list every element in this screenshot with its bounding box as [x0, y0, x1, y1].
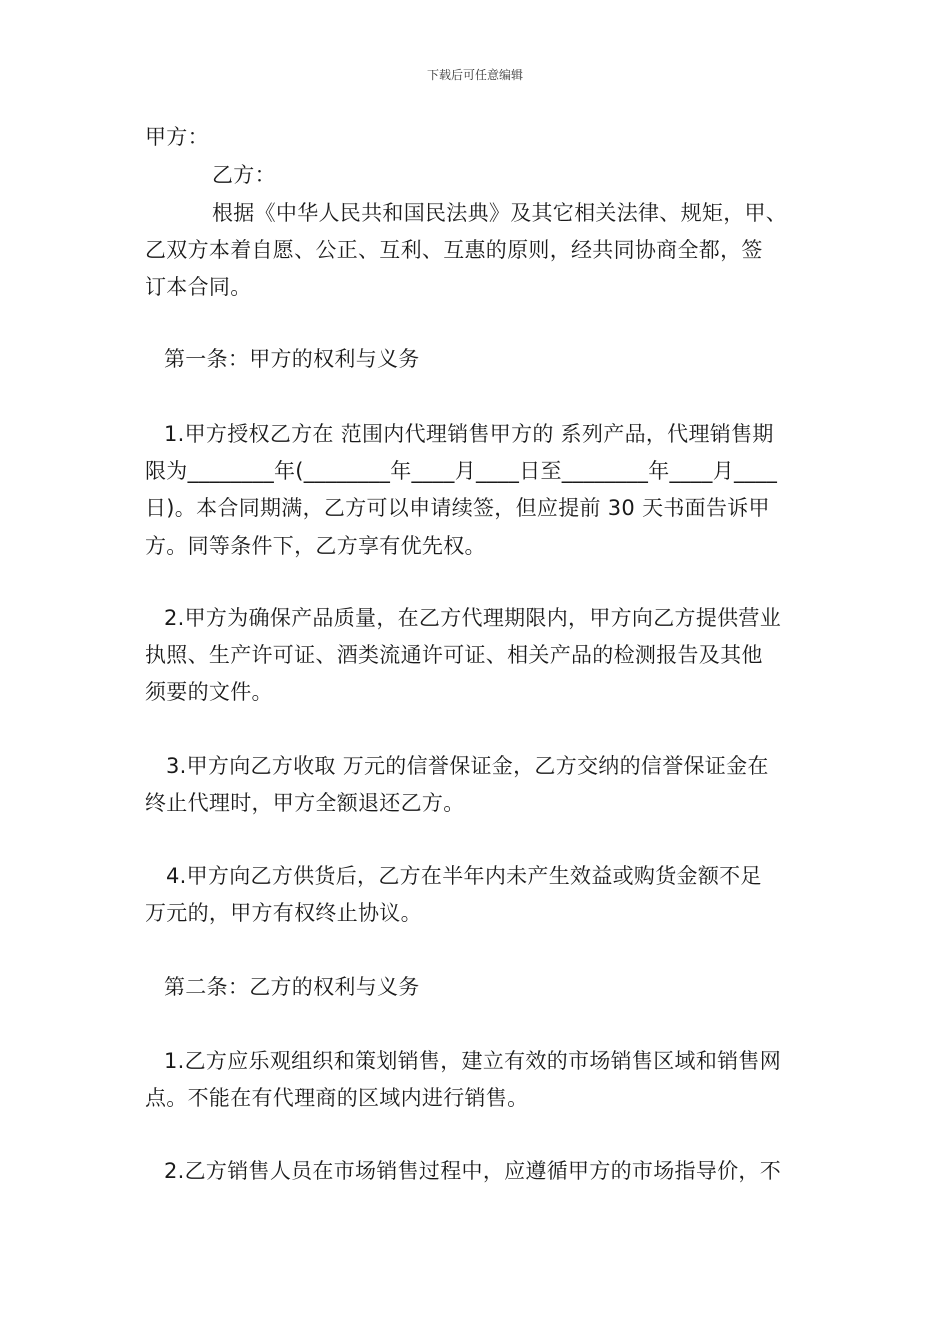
party-b-line: 乙方： — [212, 163, 276, 187]
a2-item1-line-1: 1.乙方应乐观组织和策划销售，建立有效的市场销售区域和销售网 — [164, 1049, 782, 1073]
a1-item4-line-1: 4.甲方向乙方供货后，乙方在半年内未产生效益或购货金额不足 — [166, 864, 762, 888]
a1-item4-line-2: 万元的，甲方有权终止协议。 — [145, 901, 422, 925]
preamble-line-3: 订本合同。 — [145, 275, 252, 299]
party-a-line: 甲方： — [145, 125, 209, 149]
a1-item1-line-3: 日)。本合同期满，乙方可以申请续签，但应提前 30 天书面告诉甲 — [145, 496, 770, 520]
preamble-line-2: 乙双方本着自愿、公正、互利、互惠的原则，经共同协商全都，签 — [145, 238, 763, 262]
a1-item3-line-1: 3.甲方向乙方收取 万元的信誉保证金，乙方交纳的信誉保证金在 — [166, 754, 769, 778]
a1-item1-line-4: 方。同等条件下，乙方享有优先权。 — [145, 534, 486, 558]
a1-item3-line-2: 终止代理时，甲方全额退还乙方。 — [145, 791, 465, 815]
preamble-line-1: 根据《中华人民共和国民法典》及其它相关法律、规矩，甲、 — [212, 201, 788, 225]
a2-item2-line-1: 2.乙方销售人员在市场销售过程中，应遵循甲方的市场指导价，不 — [164, 1159, 782, 1183]
article-one-heading: 第一条：甲方的权利与义务 — [164, 347, 420, 371]
article-two-heading: 第二条：乙方的权利与义务 — [164, 975, 420, 999]
a1-item2-line-2: 执照、生产许可证、酒类流通许可证、相关产品的检测报告及其他 — [145, 643, 763, 667]
page-header-note: 下载后可任意编辑 — [426, 68, 523, 82]
a1-item1-line-2: 限为________年(________年____月____日至________年____月____ — [145, 459, 778, 483]
a1-item2-line-1: 2.甲方为确保产品质量，在乙方代理期限内，甲方向乙方提供营业 — [164, 606, 782, 630]
a1-item1-line-1: 1.甲方授权乙方在 范围内代理销售甲方的 系列产品，代理销售期 — [164, 422, 774, 446]
a2-item1-line-2: 点。不能在有代理商的区域内进行销售。 — [145, 1086, 529, 1110]
a1-item2-line-3: 须要的文件。 — [145, 680, 273, 704]
